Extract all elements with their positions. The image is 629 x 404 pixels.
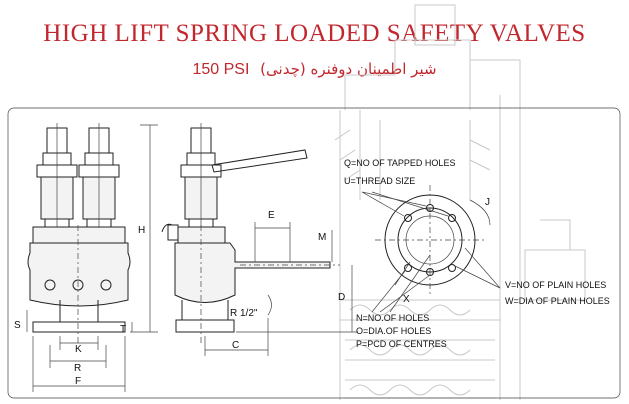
legend-q: Q=NO OF TAPPED HOLES	[344, 158, 456, 168]
dim-j-label: J	[485, 197, 490, 208]
dim-c-label: C	[232, 340, 240, 351]
dim-m-label: M	[318, 232, 327, 243]
dim-k-label: K	[75, 344, 82, 355]
dim-e-label: E	[268, 210, 275, 221]
dim-d-label: D	[338, 292, 346, 303]
legend-w: W=DIA OF PLAIN HOLES	[505, 296, 610, 306]
dim-t-label: T	[120, 324, 127, 335]
pressure-rating: 150 PSI	[192, 61, 250, 78]
dim-s-label: S	[14, 320, 21, 331]
legend-u: U=THREAD SIZE	[344, 176, 416, 186]
legend-v: V=NO OF PLAIN HOLES	[505, 280, 607, 290]
legend-n: N=NO.OF HOLES	[356, 313, 430, 323]
dim-r-half-label: R 1/2"	[230, 308, 258, 319]
dim-r-label: R	[74, 363, 82, 374]
legend-o: O=DIA.OF HOLES	[356, 326, 432, 336]
legend-p: P=PCD OF CENTRES	[356, 339, 447, 349]
front-view-valve	[28, 123, 130, 345]
dim-f-label: F	[75, 376, 82, 387]
persian-subtitle: شیر اطمینان دوفنره (چدنی)	[260, 60, 437, 78]
dim-x-label: X	[403, 294, 410, 305]
flange-top-view	[362, 185, 500, 312]
lever-arm	[212, 150, 307, 172]
page-title: HIGH LIFT SPRING LOADED SAFETY VALVES	[43, 20, 586, 47]
dim-h-label: H	[138, 225, 146, 236]
